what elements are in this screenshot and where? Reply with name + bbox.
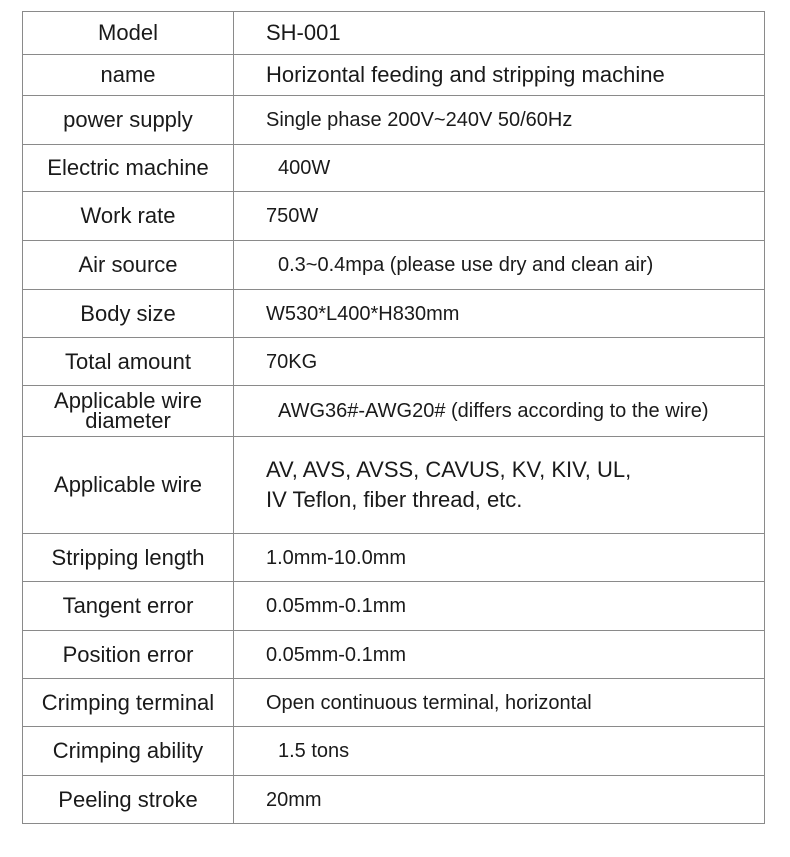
spec-value [234, 437, 765, 534]
table-row [23, 145, 765, 192]
spec-label: Applicable wire [23, 437, 234, 534]
spec-label: Total amount [23, 338, 234, 386]
spec-label: power supply [23, 96, 234, 145]
spec-label: Work rate [23, 192, 234, 241]
spec-value: 0.05mm-0.1mm [234, 582, 765, 631]
table-row [23, 96, 765, 145]
spec-label: Stripping length [23, 534, 234, 582]
table-row [23, 534, 765, 582]
spec-value: AWG36#-AWG20# (differs according to the wire) [234, 386, 765, 437]
table-row [23, 679, 765, 727]
spec-value: 400W [234, 145, 765, 192]
table-row [23, 386, 765, 437]
spec-label: name [23, 55, 234, 96]
spec-label: Body size [23, 290, 234, 338]
spec-label: Electric machine [23, 145, 234, 192]
spec-label: Model [23, 12, 234, 55]
spec-label-line: Applicable wire [54, 388, 202, 413]
spec-label: Peeling stroke [23, 776, 234, 824]
spec-table [22, 11, 765, 824]
spec-label: Tangent error [23, 582, 234, 631]
spec-value: Open continuous terminal, horizontal [234, 679, 765, 727]
spec-value: Horizontal feeding and stripping machine [234, 55, 765, 96]
table-row [23, 582, 765, 631]
table-row [23, 55, 765, 96]
spec-label-line: diameter [85, 408, 171, 433]
table-row [23, 290, 765, 338]
spec-value: SH-001 [234, 12, 765, 55]
spec-value: 750W [234, 192, 765, 241]
table-row [23, 776, 765, 824]
table-row [23, 192, 765, 241]
spec-value: 70KG [234, 338, 765, 386]
table-row [23, 241, 765, 290]
spec-value: 0.3~0.4mpa (please use dry and clean air) [234, 241, 765, 290]
spec-value: W530*L400*H830mm [234, 290, 765, 338]
spec-label: Crimping ability [23, 727, 234, 776]
spec-value: 0.05mm-0.1mm [234, 631, 765, 679]
spec-value: 1.0mm-10.0mm [234, 534, 765, 582]
table-row [23, 12, 765, 55]
spec-label: Position error [23, 631, 234, 679]
table-row [23, 727, 765, 776]
spec-label [23, 386, 234, 437]
table-row [23, 631, 765, 679]
spec-label: Crimping terminal [23, 679, 234, 727]
spec-value-line: IV Teflon, fiber thread, etc. [266, 487, 523, 512]
spec-value: 20mm [234, 776, 765, 824]
spec-value: Single phase 200V~240V 50/60Hz [234, 96, 765, 145]
spec-value-line: AV, AVS, AVSS, CAVUS, KV, KIV, UL, [266, 457, 632, 482]
table-row [23, 437, 765, 534]
spec-value: 1.5 tons [234, 727, 765, 776]
table-row [23, 338, 765, 386]
spec-label: Air source [23, 241, 234, 290]
